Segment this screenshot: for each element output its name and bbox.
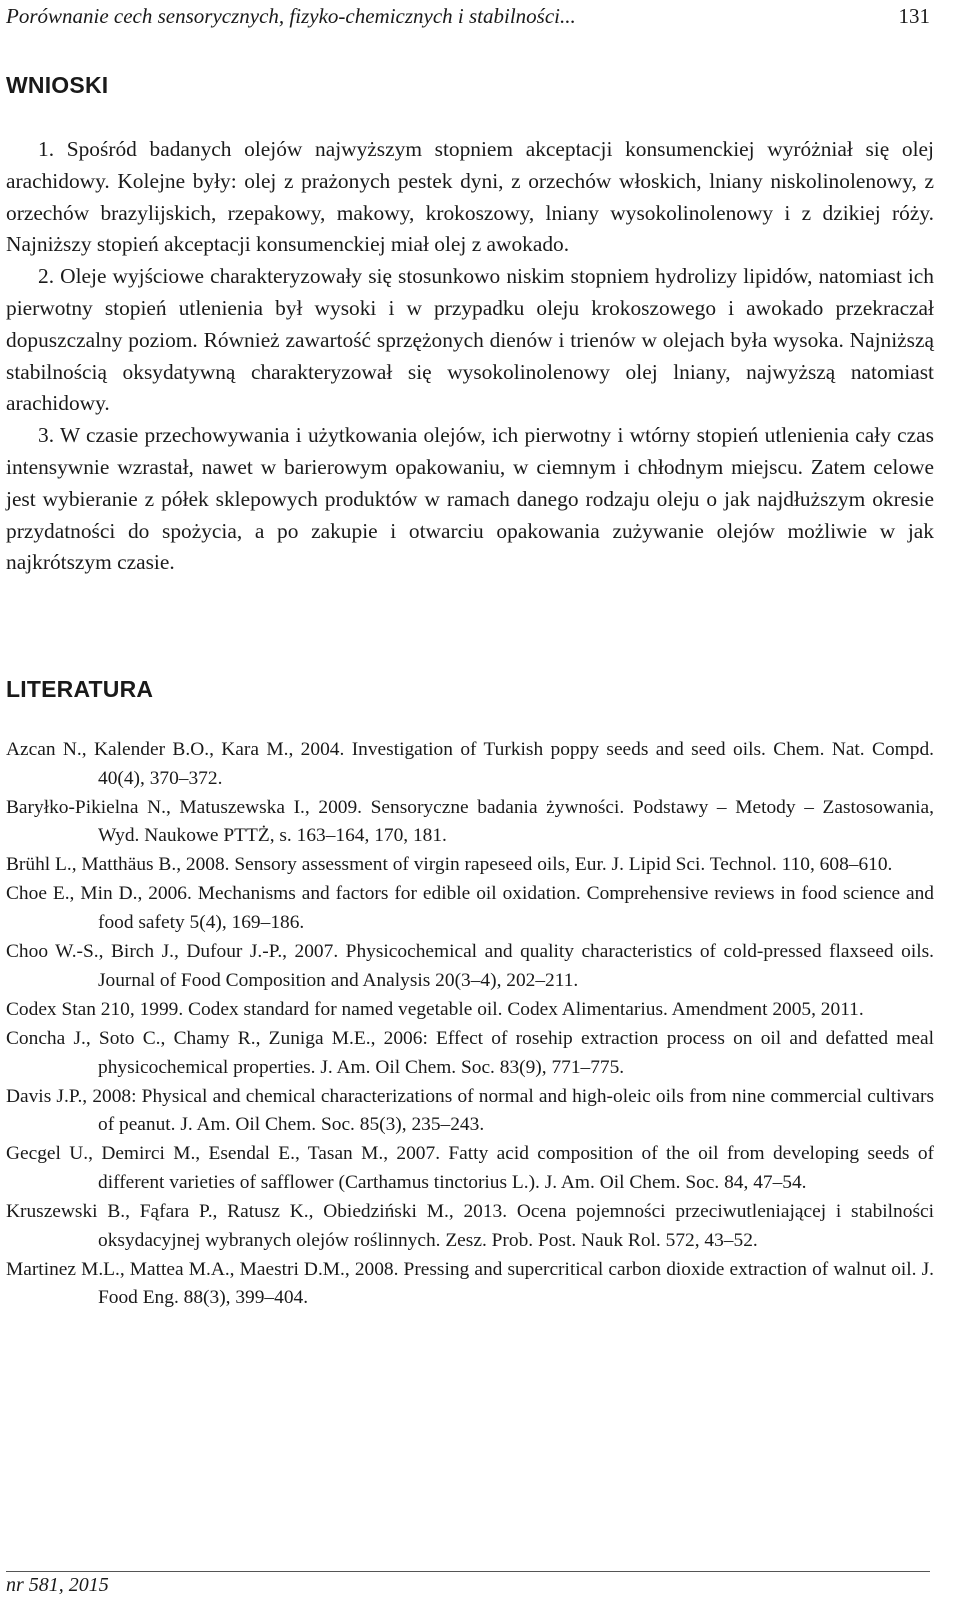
reference-item: Choe E., Min D., 2006. Mechanisms and factors for edible oil oxidation. Comprehensive reviews in food science and food safety 5(4), 169–186. [6,883,934,934]
conclusions-body [6,134,934,579]
conclusion-paragraph-3: 3. W czasie przechowywania i użytkowania olejów, ich pierwotny i wtórny stopień utlenienia cały czas intensywnie wzrastał, nawet w barierowym opakowaniu, w ciemnym i chłodnym miejscu. Zatem celowe jest wybieranie z półek sklepowych produktów w ramach danego rodzaju oleju o jak najdłuższym okresie przydatności do spożycia, a po zakupie i otwarciu opakowania zużywanie olejów możliwie w jak najkrótszym czasie. [6,423,934,575]
page-number: 131 [898,4,930,28]
running-title: Porównanie cech sensorycznych, fizyko-chemicznych i stabilności... [6,4,576,28]
reference-item: Choo W.-S., Birch J., Dufour J.-P., 2007. Physicochemical and quality characteristics of cold-pressed flaxseed oils. Journal of Food Composition and Analysis 20(3–4), 202–211. [6,941,934,991]
reference-item: Concha J., Soto C., Chamy R., Zuniga M.E., 2006: Effect of rosehip extraction process on oil and defatted meal physicochemical properties. J. Am. Oil Chem. Soc. 83(9), 771–775. [6,1027,934,1078]
literature-heading: LITERATURA [6,676,154,702]
conclusion-paragraph-1: 1. Spośród badanych olejów najwyższym stopniem akceptacji konsumenckiej wyróżniał się olej arachidowy. Kolejne były: olej z prażonych pestek dyni, z orzechów włoskich, lniany niskolinolenowy, z orzechów brazylijskich, rzepakowy, makowy, krokoszowy, lniany wysokolinolenowy i z dzikiej róży. Najniższy stopień akceptacji konsumenckiej miał olej z awokado. [6,137,934,257]
reference-item: Codex Stan 210, 1999. Codex standard for named vegetable oil. Codex Alimentarius. Amendment 2005, 2011. [6,998,864,1020]
reference-item: Davis J.P., 2008: Physical and chemical characterizations of normal and high-oleic oils from nine commercial cultivars of peanut. J. Am. Oil Chem. Soc. 85(3), 235–243. [6,1085,934,1136]
reference-item: Gecgel U., Demirci M., Esendal E., Tasan M., 2007. Fatty acid composition of the oil from developing seeds of different varieties of safflower (Carthamus tinctorius L.). J. Am. Oil Chem. Soc. 84, 47–54. [6,1143,934,1193]
reference-item: Baryłko-Pikielna N., Matuszewska I., 2009. Sensoryczne badania żywności. Podstawy – Metody – Zastosowania, Wyd. Naukowe PTTŻ, s. 163–164, 170, 181. [6,796,934,847]
reference-list [6,736,934,1313]
reference-item: Martinez M.L., Mattea M.A., Maestri D.M., 2008. Pressing and supercritical carbon dioxide extraction of walnut oil. J. Food Eng. 88(3), 399–404. [6,1258,934,1309]
conclusions-heading: WNIOSKI [6,72,109,98]
reference-item: Kruszewski B., Fąfara P., Ratusz K., Obiedziński M., 2013. Ocena pojemności przeciwutleniającej i stabilności oksydacyjnej wybranych olejów roślinnych. Zesz. Prob. Post. Nauk Rol. 572, 43–52. [6,1201,934,1251]
conclusion-paragraph-2: 2. Oleje wyjściowe charakteryzowały się stosunkowo niskim stopniem hydrolizy lipidów, natomiast ich pierwotny stopień utlenienia był wysoki i w przypadku oleju krokoszowego i awokado przekraczał dopuszczalny poziom. Również zawartość sprzężonych dienów i trienów w olejach była wysoka. Najniższą stabilnością oksydatywną charakteryzował się wysokolinolenowy olej lniany, najwyższą natomiast arachidowy. [6,264,934,416]
footer-issue: nr 581, 2015 [6,1574,109,1596]
reference-item: Brühl L., Matthäus B., 2008. Sensory assessment of virgin rapeseed oils, Eur. J. Lipid Sci. Technol. 110, 608–610. [6,854,893,876]
footer-rule [6,1571,930,1572]
running-head [6,4,940,34]
reference-item: Azcan N., Kalender B.O., Kara M., 2004. Investigation of Turkish poppy seeds and seed oils. Chem. Nat. Compd. 40(4), 370–372. [6,739,934,789]
